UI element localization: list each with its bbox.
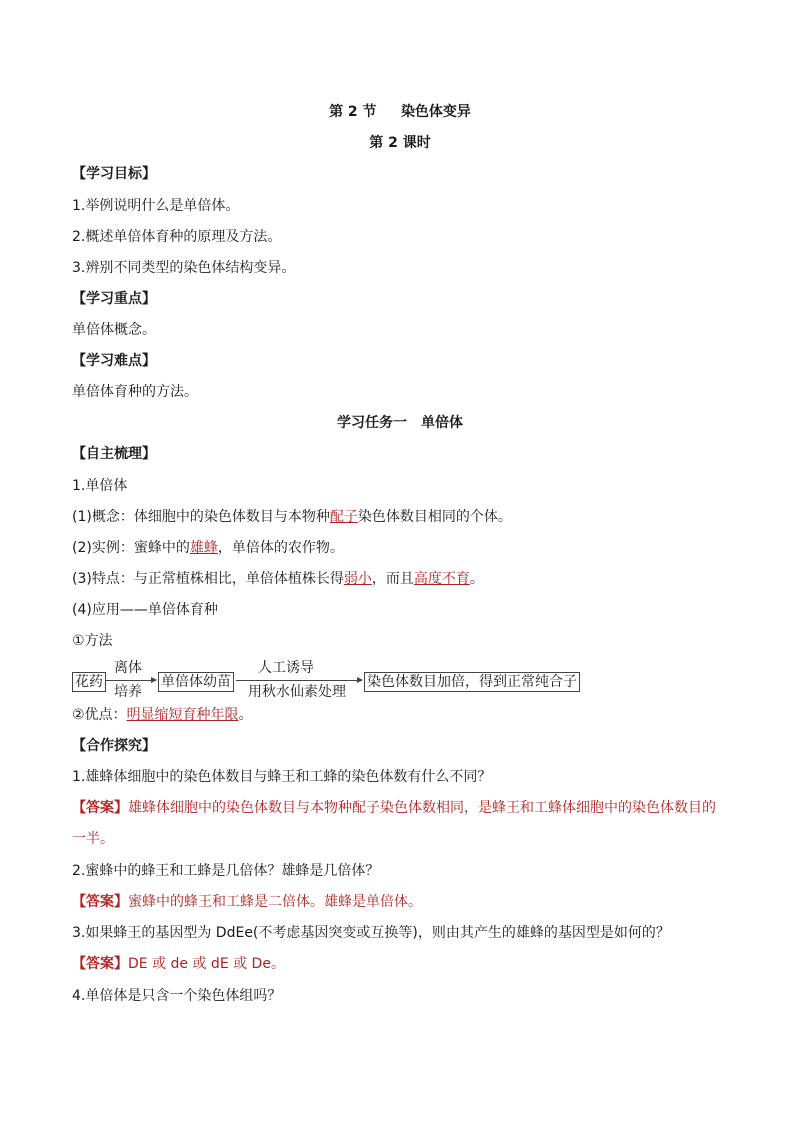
- feature-fill-1: 弱小: [343, 571, 372, 587]
- concept-text-b: 染色体数目相同的个体。: [357, 509, 512, 525]
- example-text-a: (2)实例：蜜蜂中的: [72, 540, 190, 556]
- feature-text-c: 。: [469, 571, 484, 587]
- answer-2-text: 蜜蜂中的蜂王和工蜂是二倍体。雄蜂是单倍体。: [128, 894, 422, 910]
- flow-step2-bottom: 用秋水仙素处理: [248, 684, 346, 700]
- goal-item-2: 2.概述单倍体育种的原理及方法。: [72, 229, 282, 245]
- answer-1: [72, 793, 728, 855]
- self-review-heading: 【自主梳理】: [72, 446, 156, 462]
- section-title: [72, 102, 728, 122]
- breeding-flow-diagram: [72, 662, 728, 698]
- flow-arrow-2: [236, 680, 362, 681]
- section-number: 第 2 节: [329, 104, 377, 120]
- lesson-title: 第 2 课时: [369, 135, 431, 151]
- answer-3-text: DE 或 de 或 dE 或 De。: [128, 956, 285, 972]
- goals-heading: 【学习目标】: [72, 166, 156, 182]
- example-line: [72, 538, 344, 558]
- key-point-heading: 【学习重点】: [72, 291, 156, 307]
- concept-fill: 配子: [329, 509, 358, 525]
- answer-1-text: 雄蜂体细胞中的染色体数目与本物种配子染色体数相同，是蜂王和工蜂体细胞中的染色体数目的一半。: [72, 800, 716, 847]
- example-fill: 雄蜂: [189, 540, 218, 556]
- flow-end-box: 染色体数目加倍，得到正常纯合子: [364, 672, 580, 692]
- answer-tag: 【答案】: [72, 894, 128, 910]
- section-name: 染色体变异: [400, 104, 471, 120]
- goal-item-3: 3.辨别不同类型的染色体结构变异。: [72, 260, 296, 276]
- feature-fill-2: 高度不育: [413, 571, 470, 587]
- application-line: (4)应用——单倍体育种: [72, 602, 218, 618]
- feature-text-b: ，而且: [371, 571, 414, 587]
- question-3: 3.如果蜂王的基因型为 DdEe(不考虑基因突变或互换等)，则由其产生的雄蜂的基因型是如何的？: [72, 925, 670, 941]
- question-4: 4.单倍体是只含一个染色体组吗？: [72, 988, 282, 1004]
- concept-text-a: (1)概念：体细胞中的染色体数目与本物种: [72, 509, 330, 525]
- advantage-line: [72, 705, 253, 725]
- feature-line: [72, 569, 484, 589]
- answer-3: [72, 954, 285, 974]
- flow-mid-box: 单倍体幼苗: [158, 672, 234, 692]
- flow-step1-bottom: 培养: [114, 684, 142, 700]
- feature-text-a: (3)特点：与正常植株相比，单倍体植株长得: [72, 571, 344, 587]
- answer-2: [72, 892, 422, 912]
- example-text-b: ，单倍体的农作物。: [217, 540, 344, 556]
- flow-step1-top: 离体: [114, 660, 142, 676]
- flow-step2-top: 人工诱导: [258, 660, 314, 676]
- advantage-fill: 明显缩短育种年限: [126, 707, 239, 723]
- difficulty-heading: 【学习难点】: [72, 353, 156, 369]
- flow-start-box: 花药: [72, 672, 106, 692]
- method-line: ①方法: [72, 633, 113, 649]
- flow-arrow-1: [106, 680, 156, 681]
- key-point-text: 单倍体概念。: [72, 322, 156, 338]
- task1-title: 学习任务一 单倍体: [337, 415, 463, 431]
- goal-item-1: 1.举例说明什么是单倍体。: [72, 198, 240, 214]
- advantage-text-b: 。: [238, 707, 253, 723]
- question-2: 2.蜜蜂中的蜂王和工蜂是几倍体？雄蜂是几倍体？: [72, 863, 380, 879]
- answer-tag: 【答案】: [72, 800, 128, 816]
- concept-line: [72, 507, 512, 527]
- question-1: 1.雄蜂体细胞中的染色体数目与蜂王和工蜂的染色体数有什么不同？: [72, 769, 492, 785]
- advantage-text-a: ②优点：: [72, 707, 127, 723]
- explore-heading: 【合作探究】: [72, 738, 156, 754]
- answer-tag: 【答案】: [72, 956, 128, 972]
- difficulty-text: 单倍体育种的方法。: [72, 384, 198, 400]
- single-ploid-topic: 1.单倍体: [72, 478, 128, 494]
